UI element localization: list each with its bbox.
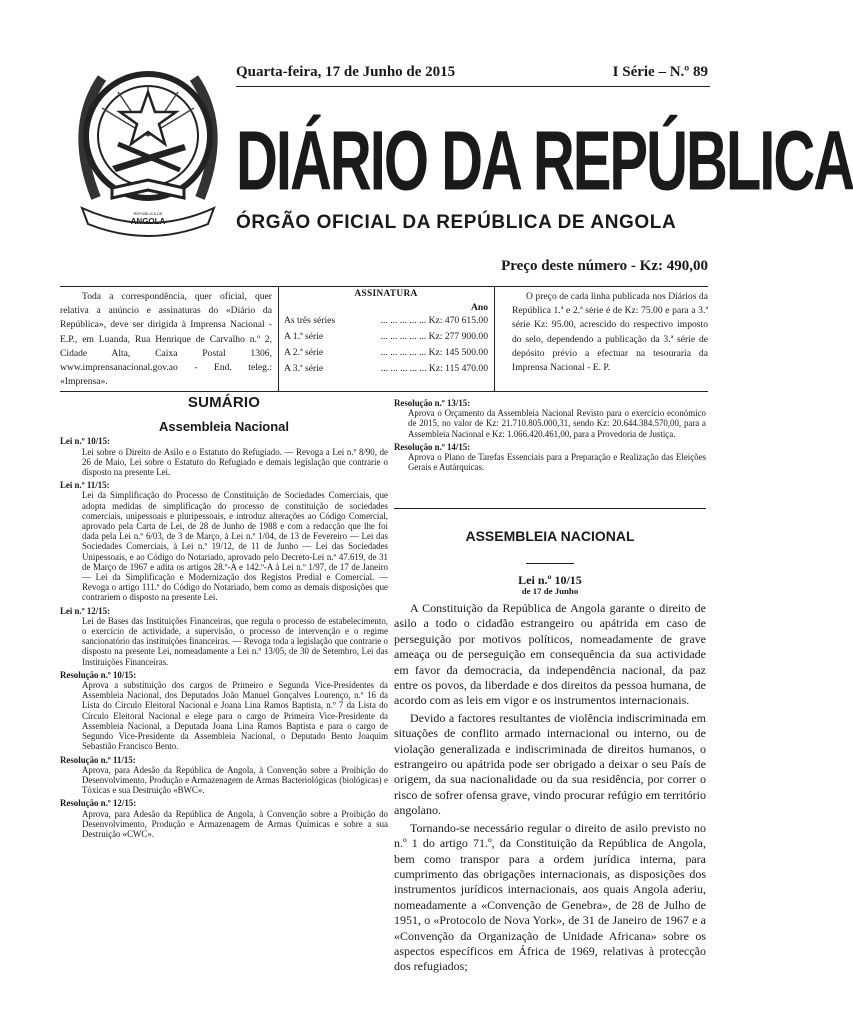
issue-series: I Série – N.º 89 (612, 64, 708, 80)
masthead-title: DIÁRIO DA REPÚBLICA (236, 114, 853, 209)
summary-section-title: Assembleia Nacional (158, 419, 290, 435)
info-divider (494, 287, 495, 391)
issue-date: Quarta-feira, 17 de Junho de 2015 (236, 64, 456, 80)
summary-entry: Resolução n.º 12/15: Aprova, para Adesão da República de Angola, à Convenção sobre a Proibição do Desenvolvimento, Produção e Armazenagem de Armas Químicas e sobre a sua Destruição «CWC». (60, 798, 388, 839)
article-paragraph: Tornando-se necessário regular o direito de asilo previsto no n.º 1 do artigo 71.º, da Constituição da República de Angola, bem como transpor para a ordem jurídica interna, para cumprimento das obrigações internacionais, as disposições dos instrumentos jurídicos internacionais, aos quais Angola aderiu, nomeadamente a «Convenção de Genebra», de 28 de Julho de 1951, o «Protocolo de Nova York», de 31 de Janeiro de 1967 e a «Convenção da Organização de Unidade Africana» sobre os aspectos específicos em África de 1969, relativas à protecção dos refugiados; (394, 820, 706, 974)
summary-entry: Lei n.º 12/15: Lei de Bases das Instituições Financeiras, que regula o processo de estabelecimento, o exercício de actividade, a supervisão, o processo de intervenção e o regime sancionatório das instituições financeiras. — Revoga toda a legislação que contrarie o disposto na presente Lei, nomeadamente a Lei n.º 13/05, de 30 de Setembro, Lei das Instituições Financeiras. (60, 605, 388, 667)
subscription-year-header: Ano (470, 302, 488, 313)
seal-ribbon-top-text: REPÚBLICA DE (133, 211, 163, 216)
masthead-subtitle: ÓRGÃO OFICIAL DA REPÚBLICA DE ANGOLA (236, 212, 677, 233)
subscription-title: ASSINATURA (354, 289, 418, 299)
summary-entry: Lei n.º 10/15: Lei sobre o Direito de Asilo e o Estatuto do Refugiado. — Revoga a Lei n.º 8/90, de 26 de Maio, Lei sobre o Estatuto do Refugiado e demais legislação que contrarie o disposto na presente Lei. (60, 436, 388, 478)
summary-title: SUMÁRIO (187, 394, 261, 411)
correspondence-note: Toda a correspondência, quer oficial, quer relativa a anúncio e assinaturas do «Diário da República», deve ser dirigida à Imprensa Nacional - E.P., em Luanda, Rua Henrique de Carvalho n.º 2, Cidade Alta, Caixa Postal 1306, www.imprensanacional.gov.ao - End. teleg.: «Imprensa». (60, 291, 272, 388)
subscription-row: A 1.ª série ... ... ... ... ... Kz: 277 900.00 (284, 331, 488, 342)
issue-price: Preço deste número - Kz: 490,00 (501, 258, 708, 274)
subscription-row: As três séries ... ... ... ... ... Kz: 470 615.00 (284, 315, 488, 326)
law-date: de 17 de Junho (521, 586, 579, 596)
line-price-note: O preço de cada linha publicada nos Diários da República 1.ª e 2.ª série é de Kz: 75.00 e para a 3.ª série Kz: 95.00, acrescido do respectivo imposto do selo, dependendo a publicação da 3.ª série de depósito prévio a efectuar na tesouraria da Imprensa Nacional - E. P. (512, 291, 708, 374)
summary-entry: Resolução n.º 13/15: Aprova o Orçamento da Assembleia Nacional Revisto para o exercício económico de 2015, no valor de Kz: 21.710.805.000,31, sendo Kz: 20.644.384.570,00, para a Assembleia Nacional e Kz: 1.066.420.461,00, para a Provedoria de Justiça. (394, 398, 706, 439)
article-body (394, 601, 706, 977)
summary-column (60, 394, 388, 839)
summary-entry: Resolução n.º 14/15: Aprova o Plano de Tarefas Essenciais para a Preparação e Realização das Eleições Gerais e Autárquicas. (394, 441, 706, 473)
summary-entry: Lei n.º 11/15: Lei da Simplificação do Processo de Constituição de Sociedades Comerciais, que adopta medidas de simplificação do processo de constituição de sociedades comerciais, unipessoais e pluripessoais, e introduz alterações ao Código Comercial, aprovado pela Carta de Lei, de 28 de Junho de 1988 e com a redacção que lhe foi dada pela Lei n.º 6/03, de 3 de Março, à Lei n.º 1/04, de 13 de Fevereiro — Lei das Sociedades Comerciais, à Lei n.º 19/12, de 11 de Junho — Lei das Sociedades Unipessoais, e ao Código do Notariado, aprovado pelo Decreto-Lei n.º 47.619, de 31 de Março de 1967 e adita os artigos 28.º-A e 142.º-A à Lei n.º 1/97, de 17 de Janeiro — Lei da Simplificação e Modernização dos Registos Predial e Comercial. — Revoga o artigo 111.º do Código do Notariado, bem como as demais disposições que contrariem o disposto na presente Lei. (60, 480, 388, 603)
seal-ribbon-text: ANGOLA (130, 217, 166, 226)
subscription-row: A 3.ª série ... ... ... ... ... Kz: 115 470.00 (284, 363, 488, 374)
info-box (60, 286, 708, 392)
info-divider (278, 287, 279, 391)
summary-entry: Resolução n.º 10/15: Aprova a substituição dos cargos de Primeiro e Segunda Vice-Presidentes da Assembleia Nacional, dos Deputados João Manuel Gonçalves Lourenço, n.º 16 da Lista do Círculo Eleitoral Nacional e Joana Lina Ramos Baptista, n.º 7 da Lista do Círculo Eleitoral Nacional e elege para o cargo de Primeira Vice-Presidente da Assembleia Nacional, a Deputada Joana Lina Ramos Baptista e para o cargo de Segundo Vice-Presidente da Assembleia Nacional, o Deputado Bento Joaquim Sebastião Francisco Bento. (60, 669, 388, 752)
article-paragraph: A Constituição da República de Angola garante o direito de asilo a todo o cidadão estrangeiro ou apátrida em caso de perseguição por motivos políticos, nomeadamente de grave ameaça ou de perseguição em consequência da sua actividade em favor da democracia, da independência nacional, da paz entre os povos, da liberdade e dos direitos da pessoa humana, de acordo com as leis em vigor e os instrumentos internacionais. (394, 601, 706, 708)
coat-of-arms-seal (62, 48, 234, 238)
summary-column-right (394, 398, 706, 472)
summary-entry: Resolução n.º 11/15: Aprova, para Adesão da República de Angola, à Convenção sobre a Proibição do Desenvolvimento, Produção e Armazenagem de Armas Bacteriológicas (biológicas) e Tóxicas e sua Destruição «BWC». (60, 754, 388, 796)
article-paragraph: Devido a factores resultantes de violência indiscriminada em situações de conflito armado internacional ou interno, ou de violação generalizada e indiscriminada de direitos humanos, o estrangeiro ou apátrida pode ser obrigado a deixar o seu País de origem, da sua nacionalidade ou da sua residência, por correr o risco de sofrer ofensa grave, vindo procurar refúgio em território angolano. (394, 710, 706, 818)
header-rule (236, 86, 710, 87)
subscription-row: A 2.ª série ... ... ... ... ... Kz: 145 500.00 (284, 347, 488, 358)
law-title: Lei n.º 10/15 (518, 573, 582, 587)
section-divider (394, 508, 706, 509)
heading-rule (526, 563, 574, 564)
subscription-table (284, 289, 488, 377)
article-section-heading: ASSEMBLEIA NACIONAL (465, 528, 635, 544)
